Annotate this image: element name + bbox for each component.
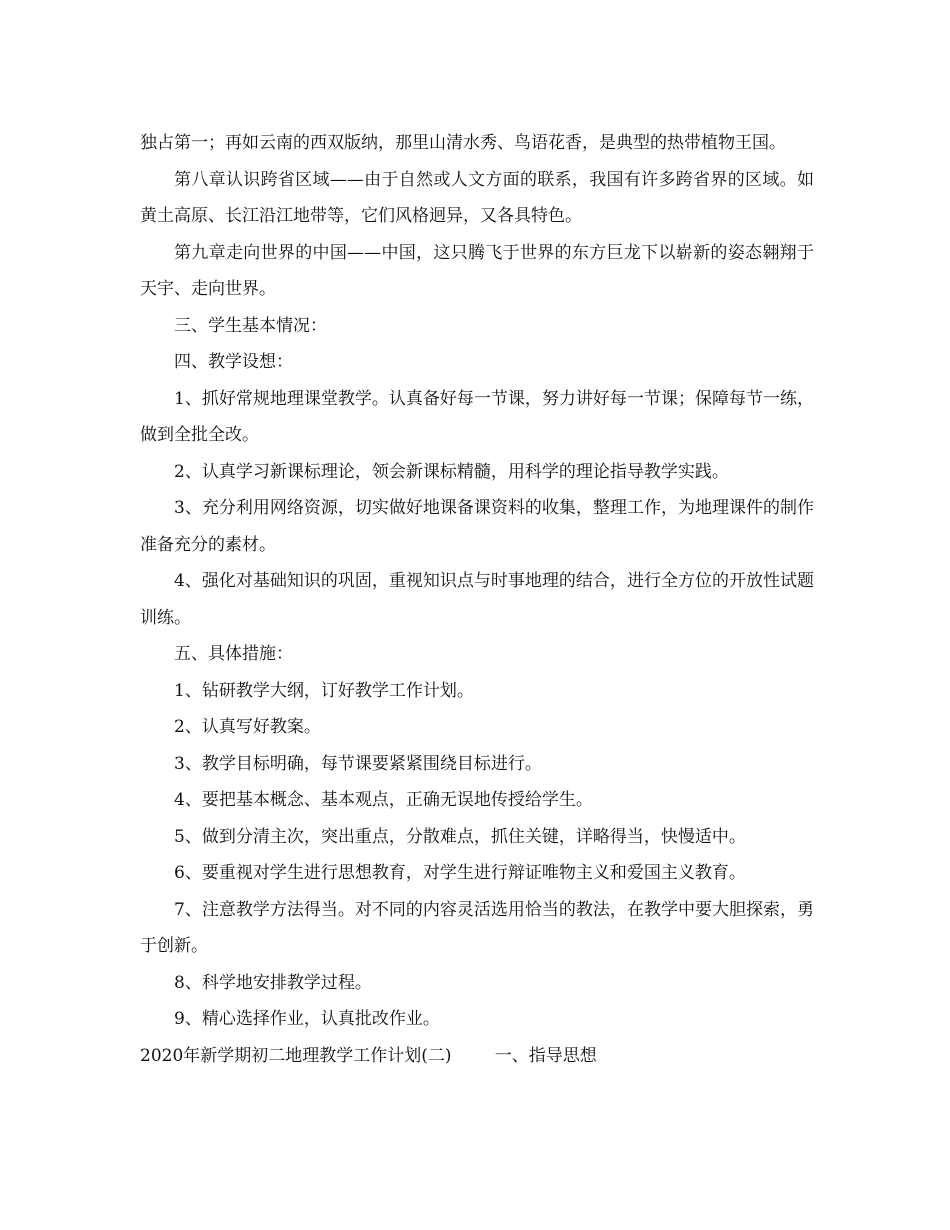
list-item-5-1: 1、钻研教学大纲，订好教学工作计划。 [174,680,474,701]
next-section-heading: 一、指导思想 [494,1045,597,1066]
list-item-5-9: 9、精心选择作业，认真批改作业。 [174,1009,440,1029]
section-heading-5: 五、具体措施： [174,644,293,664]
list-item-4-1: 1、抓好常规地理课堂教学。认真备好每一节课，努力讲好每一节课；保障每节一练，做到全批全改。 [140,388,814,445]
section-heading-4: 四、教学设想： [174,352,293,372]
paragraph-2: 第八章认识跨省区域——由于自然或人文方面的联系，我国有许多跨省界的区域。如黄土高原、长江沿江地带等，它们风格迥异，又各具特色。 [140,169,814,226]
section-heading-3: 三、学生基本情况： [174,315,327,336]
list-item-5-6: 6、要重视对学生进行思想教育，对学生进行辩证唯物主义和爱国主义教育。 [174,863,746,883]
next-section-title: 2020年新学期初二地理教学工作计划(二) [140,1045,452,1066]
list-item-4-2: 2、认真学习新课标理论，领会新课标精髓，用科学的理论指导教学实践。 [174,461,729,482]
document-body [140,125,814,1074]
paragraph-1: 独占第一；再如云南的西双版纳，那里山清水秀、鸟语花香，是典型的热带植物王国。 [140,133,786,153]
list-item-5-4: 4、要把基本概念、基本观点，正确无误地传授给学生。 [174,790,593,810]
list-item-5-3: 3、教学目标明确，每节课要紧紧围绕目标进行。 [174,753,542,774]
list-item-5-7: 7、注意教学方法得当。对不同的内容灵活选用恰当的教法，在教学中要大胆探索，勇于创新。 [140,899,814,956]
next-section-line [140,1038,814,1075]
list-item-5-8: 8、科学地安排教学过程。 [174,972,372,993]
list-item-4-3: 3、充分利用网络资源，切实做好地课备课资料的收集，整理工作，为地理课件的制作准备充分的素材。 [140,498,814,555]
list-item-4-4: 4、强化对基础知识的巩固，重视知识点与时事地理的结合，进行全方位的开放性试题训练。 [140,571,814,628]
list-item-5-5: 5、做到分清主次，突出重点，分散难点，抓住关键，详略得当，快慢适中。 [174,826,746,847]
paragraph-3: 第九章走向世界的中国——中国，这只腾飞于世界的东方巨龙下以崭新的姿态翱翔于天宇、走向世界。 [140,242,814,299]
list-item-5-2: 2、认真写好教案。 [174,717,321,737]
